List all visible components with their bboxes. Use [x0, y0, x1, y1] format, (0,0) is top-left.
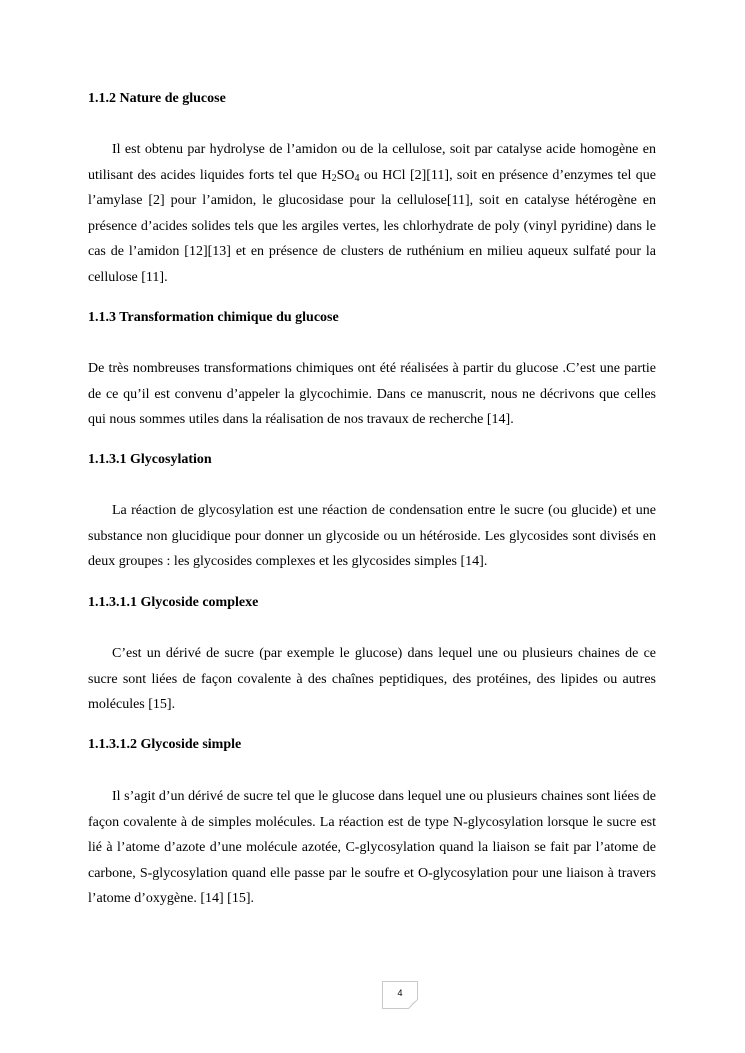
- page-number-box: [382, 981, 418, 1009]
- formula-sub-4: 4: [354, 172, 360, 184]
- heading-glycoside-simple: 1.1.3.1.2 Glycoside simple: [88, 737, 242, 752]
- heading-transformation-chimique: 1.1.3 Transformation chimique du glucose: [88, 310, 339, 325]
- paragraph-nature-glucose: [88, 137, 656, 290]
- heading-nature-glucose: 1.1.2 Nature de glucose: [88, 91, 226, 106]
- formula-h: H: [321, 167, 332, 183]
- paragraph-transformation-chimique: De très nombreuses transformations chimiques ont été réalisées à partir du glucose .C’est une partie de ce qu’il est convenu d’appeler la glycochimie. Dans ce manuscrit, nous ne décrivons que celles qui nous sommes utiles dans la réalisation de nos travaux de recherche [14].: [88, 361, 656, 427]
- paragraph-text-a: Il est obtenu par hydrolyse de l’amidon ou de la cellulose, soit par catalyse acide homogène en utilisant des acides liquides forts tel que: [88, 142, 656, 183]
- formula-sub-2: 2: [331, 172, 337, 184]
- paragraph-glycoside-simple: Il s’agit d’un dérivé de sucre tel que le glucose dans lequel une ou plusieurs chaines sont liées de façon covalente à de simples molécules. La réaction est de type N-glycosylation lorsque le sucre est lié à l’atome d’azote d’une molécule azotée, C-glycosylation quand la liaison se fait par l’atome de carbone, S-glycosylation quand elle passe par le soufre et O-glycosylation pour une liaison à travers l’atome d’oxygène. [14] [15].: [88, 789, 656, 906]
- heading-glycosylation: 1.1.3.1 Glycosylation: [88, 452, 212, 467]
- paragraph-glycosylation: La réaction de glycosylation est une réaction de condensation entre le sucre (ou glucide) et une substance non glucidique pour donner un glycoside ou un hétéroside. Les glycosides sont divisés en deux groupes : les glycosides complexes et les glycosides simples [14].: [88, 503, 656, 569]
- page-curl-icon: [408, 999, 418, 1009]
- heading-glycoside-complexe: 1.1.3.1.1 Glycoside complexe: [88, 595, 259, 610]
- paragraph-text-b: ou HCl [2][11], soit en présence d’enzymes tel que l’amylase [2] pour l’amidon, le glucosidase pour la cellulose[11], soit en catalyse hétérogène en présence d’acides solides tels que les argiles vertes, les chlorhydrate de poly (vinyl pyridine) dans le cas de l’amidon [12][13] et en présence de clusters de ruthénium en milieu aqueux sulfaté pour la cellulose [11].: [88, 167, 656, 285]
- paragraph-glycoside-complexe: C’est un dérivé de sucre (par exemple le glucose) dans lequel une ou plusieurs chaines de ce sucre sont liées de façon covalente à des chaînes peptidiques, des protéines, des lipides ou autres molécules [15].: [88, 646, 656, 712]
- formula-so: SO: [336, 167, 355, 183]
- page-number: 4: [397, 988, 403, 998]
- formula-h2so4: [321, 168, 359, 183]
